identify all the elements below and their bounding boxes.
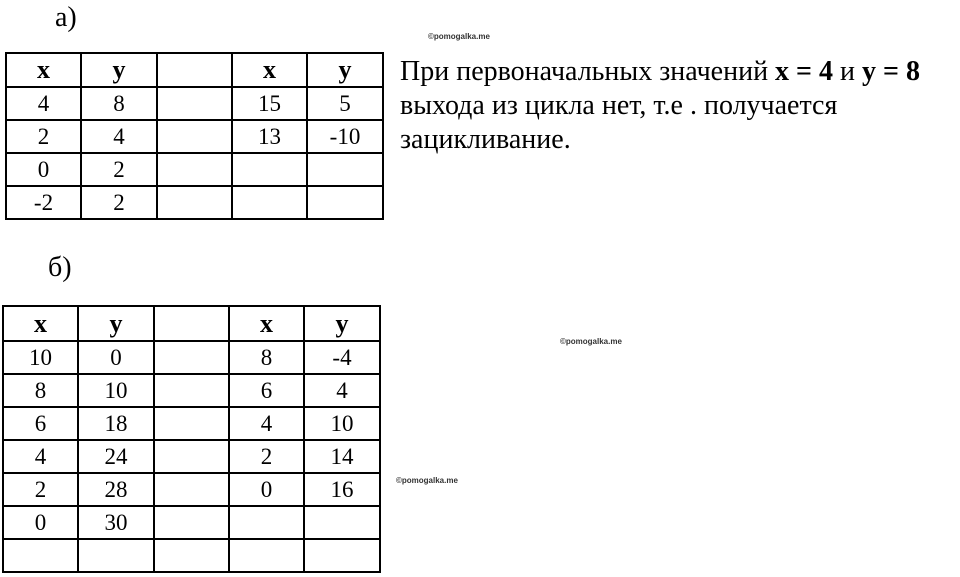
- table-cell: 6: [229, 374, 304, 407]
- header-cell: y: [78, 306, 154, 341]
- table-cell: [157, 186, 232, 219]
- table-cell: 4: [304, 374, 380, 407]
- table-row: [3, 506, 380, 539]
- table-a: [5, 52, 384, 220]
- table-row: [6, 186, 383, 219]
- explanation-line-2: выхода из цикла нет, т.е . получается: [400, 90, 838, 121]
- table-cell: -10: [307, 120, 383, 153]
- table-cell: [154, 440, 229, 473]
- table-cell: [154, 374, 229, 407]
- table-cell: 0: [229, 473, 304, 506]
- table-cell: 5: [307, 87, 383, 120]
- table-cell: [157, 87, 232, 120]
- explanation-line-3: зацикливание.: [400, 124, 571, 155]
- table-row: [6, 87, 383, 120]
- table-cell: -4: [304, 341, 380, 374]
- header-cell: y: [81, 53, 157, 87]
- table-cell: 6: [3, 407, 78, 440]
- table-row: [3, 407, 380, 440]
- header-cell: [154, 306, 229, 341]
- explanation-text: [400, 55, 960, 157]
- table-cell: 10: [3, 341, 78, 374]
- table-b: [2, 305, 381, 573]
- table-cell: 10: [304, 407, 380, 440]
- table-cell: 16: [304, 473, 380, 506]
- table-cell: 0: [78, 341, 154, 374]
- explanation-text-part: При первоначальных значений: [400, 56, 776, 87]
- header-cell: x: [6, 53, 81, 87]
- table-row: [6, 120, 383, 153]
- table-cell: [154, 506, 229, 539]
- header-cell: x: [229, 306, 304, 341]
- table-cell: [307, 153, 383, 186]
- table-cell: 28: [78, 473, 154, 506]
- table-cell: [304, 539, 380, 572]
- table-cell: 2: [6, 120, 81, 153]
- table-cell: [78, 539, 154, 572]
- initial-y-value: y = 8: [862, 56, 920, 87]
- table-cell: 2: [3, 473, 78, 506]
- header-row: [3, 306, 380, 341]
- watermark: ©pomogalka.me: [560, 337, 622, 346]
- table-cell: [154, 341, 229, 374]
- table-cell: [229, 539, 304, 572]
- header-cell: y: [307, 53, 383, 87]
- initial-x-value: x = 4: [775, 56, 834, 87]
- table-cell: 2: [81, 186, 157, 219]
- table-cell: [232, 186, 307, 219]
- table-cell: 24: [78, 440, 154, 473]
- table-cell: 4: [3, 440, 78, 473]
- table-row: [3, 473, 380, 506]
- table-cell: [307, 186, 383, 219]
- part-b-label: б): [48, 252, 72, 283]
- table-row: [3, 341, 380, 374]
- table-row: [6, 153, 383, 186]
- table-cell: 0: [3, 506, 78, 539]
- table-cell: 15: [232, 87, 307, 120]
- table-cell: 10: [78, 374, 154, 407]
- header-cell: x: [3, 306, 78, 341]
- table-cell: [3, 539, 78, 572]
- watermark: ©pomogalka.me: [428, 32, 490, 41]
- table-cell: [157, 153, 232, 186]
- table-cell: 4: [6, 87, 81, 120]
- header-cell: x: [232, 53, 307, 87]
- table-cell: 8: [81, 87, 157, 120]
- table-cell: 8: [229, 341, 304, 374]
- table-cell: [154, 539, 229, 572]
- table-cell: 4: [229, 407, 304, 440]
- table-row: [3, 539, 380, 572]
- header-cell: y: [304, 306, 380, 341]
- table-row: [3, 374, 380, 407]
- table-cell: [232, 153, 307, 186]
- table-cell: 14: [304, 440, 380, 473]
- table-cell: [154, 473, 229, 506]
- explanation-text-part: и: [833, 56, 862, 87]
- table-cell: [304, 506, 380, 539]
- part-a-label: а): [55, 2, 77, 33]
- explanation-line-1: [400, 55, 960, 89]
- table-cell: 2: [81, 153, 157, 186]
- table-cell: 4: [81, 120, 157, 153]
- table-cell: 2: [229, 440, 304, 473]
- table-cell: 18: [78, 407, 154, 440]
- table-cell: [154, 407, 229, 440]
- table-cell: 30: [78, 506, 154, 539]
- table-cell: 8: [3, 374, 78, 407]
- table-cell: 0: [6, 153, 81, 186]
- table-cell: [157, 120, 232, 153]
- header-row: [6, 53, 383, 87]
- table-cell: 13: [232, 120, 307, 153]
- table-cell: -2: [6, 186, 81, 219]
- watermark: ©pomogalka.me: [396, 476, 458, 485]
- header-cell: [157, 53, 232, 87]
- table-cell: [229, 506, 304, 539]
- table-row: [3, 440, 380, 473]
